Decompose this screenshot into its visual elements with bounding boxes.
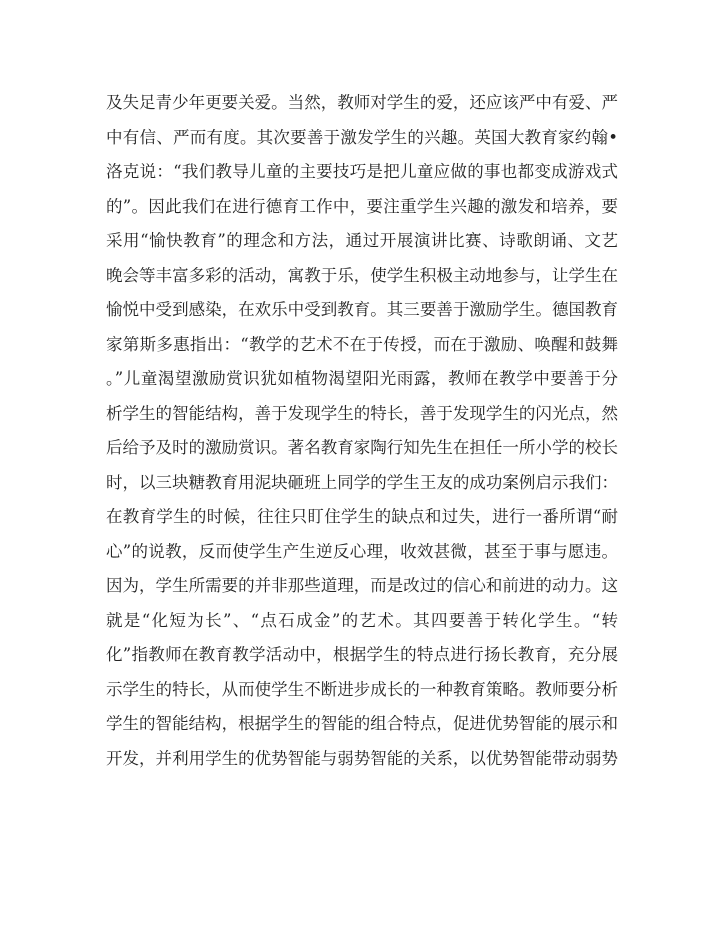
text-line-6: 晚会等丰富多彩的活动，寓教于乐，使学生积极主动地参与，让学生在 [106,265,618,285]
text-line-7: 愉悦中受到感染，在欢乐中受到教育。其三要善于激励学生。德国教育 [106,300,618,319]
text-line-1: 及失足青少年更要关爱。当然，教师对学生的爱，还应该严中有爱、严 [106,93,618,112]
text-line-9: 。”儿童渴望激励赏识犹如植物渴望阳光雨露，教师在教学中要善于分 [106,369,618,388]
text-line-10: 析学生的智能结构，善于发现学生的特长，善于发现学生的闪光点，然 [106,403,618,423]
text-line-11: 后给予及时的激励赏识。著名教育家陶行知先生在担任一所小学的校长 [106,438,618,457]
text-line-20: 开发，并利用学生的优势智能与弱势智能的关系，以优势智能带动弱势 [106,748,618,768]
text-line-15: 因为，学生所需要的并非那些道理，而是改过的信心和前进的动力。这 [106,576,618,595]
text-line-17: 化”指教师在教育教学活动中，根据学生的特点进行扬长教育，充分展 [106,645,618,664]
text-line-12: 时，以三块糖教育用泥块砸班上同学的学生王友的成功案例启示我们： [106,472,618,492]
text-line-13: 在教育学生的时候，往往只盯住学生的缺点和过失，进行一番所谓“耐 [106,507,618,526]
body-text [106,86,618,776]
text-line-2: 中有信、严而有度。其次要善于激发学生的兴趣。英国大教育家约翰• [106,127,618,147]
text-line-16: 就是“化短为长”、“点石成金”的艺术。其四要善于转化学生。“转 [106,610,618,630]
text-line-18: 示学生的特长，从而使学生不断进步成长的一种教育策略。教师要分析 [106,679,618,699]
text-line-5: 采用“愉快教育”的理念和方法，通过开展演讲比赛、诗歌朗诵、文艺 [106,231,618,250]
text-line-14: 心”的说教，反而使学生产生逆反心理，收效甚微，甚至于事与愿违。 [106,541,618,561]
text-line-3: 洛克说：“我们教导儿童的主要技巧是把儿童应做的事也都变成游戏式 [106,162,618,181]
text-line-4: 的”。因此我们在进行德育工作中，要注重学生兴趣的激发和培养，要 [106,196,618,216]
text-line-19: 学生的智能结构，根据学生的智能的组合特点，促进优势智能的展示和 [106,714,618,733]
text-line-8: 家第斯多惠指出：“教学的艺术不在于传授，而在于激励、唤醒和鼓舞 [106,334,618,354]
